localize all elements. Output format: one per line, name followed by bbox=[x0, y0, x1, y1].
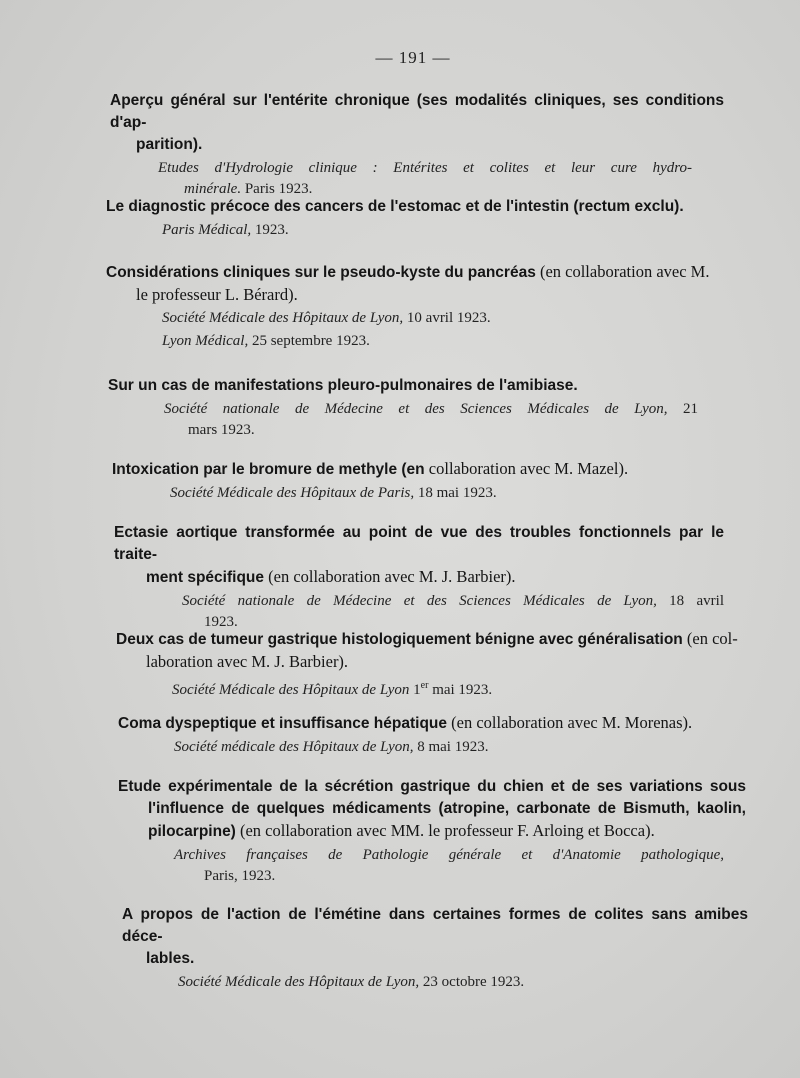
reference-journal: minérale. bbox=[184, 181, 242, 197]
entry-title-text: Coma dyspeptique et insuffisance hépatique bbox=[118, 715, 448, 732]
reference-journal: Lyon Médical, bbox=[162, 333, 249, 349]
entry-reference bbox=[118, 845, 746, 887]
entry-title-text: Considérations cliniques sur le pseudo-kyste du pancréas bbox=[106, 264, 536, 281]
reference-date: 18 mai 1923. bbox=[414, 485, 497, 501]
entry-reference bbox=[108, 399, 698, 441]
entry-4 bbox=[108, 375, 698, 441]
entry-title-line: Le diagnostic précoce des cancers de l'estomac et de l'intestin (rectum exclu). bbox=[106, 198, 684, 215]
reference-line: 1923. bbox=[204, 614, 238, 630]
entry-title bbox=[114, 522, 724, 589]
reference-date: Paris 1923. bbox=[241, 181, 313, 197]
entry-reference bbox=[112, 483, 752, 504]
reference-journal: Archives françaises de Pathologie générale et d'Anatomie pathologique, bbox=[174, 847, 724, 863]
reference-date: 18 avril bbox=[656, 593, 724, 609]
entry-reference bbox=[116, 675, 746, 701]
entry-title-text: ment spécifique bbox=[146, 569, 264, 586]
page-number: — 191 — bbox=[375, 48, 451, 67]
reference-journal: Société nationale de Médecine et des Sciences Médicales de Lyon, bbox=[182, 593, 657, 609]
entry-reference bbox=[106, 308, 720, 352]
entry-collaboration: (en collaboration avec MM. le professeur F. Arloing et Bocca). bbox=[235, 821, 655, 840]
entry-9 bbox=[118, 776, 746, 887]
entry-title-line: l'influence de quelques médicaments (atropine, carbonate de Bismuth, kaolin, bbox=[148, 800, 746, 817]
entry-reference bbox=[114, 591, 724, 633]
entry-1 bbox=[110, 90, 724, 200]
entry-3 bbox=[106, 261, 720, 352]
reference-date: 25 septembre 1923. bbox=[248, 333, 370, 349]
entry-title-line: Etude expérimentale de la sécrétion gastrique du chien et de ses variations sous bbox=[118, 778, 746, 795]
entry-title bbox=[118, 712, 758, 735]
reference-journal: Société Médicale des Hôpitaux de Lyon, bbox=[162, 310, 404, 326]
entry-title-line: laboration avec M. J. Barbier). bbox=[146, 652, 349, 671]
entry-title-line: Ectasie aortique transformée au point de vue des troubles fonctionnels par le traite- bbox=[114, 524, 724, 563]
reference-line: mars 1923. bbox=[188, 422, 255, 438]
entry-title bbox=[108, 375, 698, 397]
entry-title-line: le professeur L. Bérard). bbox=[136, 285, 298, 304]
entry-reference bbox=[106, 220, 746, 241]
entry-title bbox=[118, 776, 746, 843]
reference-journal: Société médicale des Hôpitaux de Lyon, bbox=[174, 739, 414, 755]
reference-date: 23 octobre 1923. bbox=[419, 974, 525, 990]
reference-date: 1923. bbox=[251, 222, 289, 238]
entry-8 bbox=[118, 712, 758, 758]
entry-title-line: lables. bbox=[146, 950, 195, 967]
entry-reference bbox=[110, 158, 724, 200]
reference-date: 21 bbox=[667, 401, 699, 417]
entry-title-text: pilocarpine) bbox=[148, 823, 236, 840]
entry-title bbox=[122, 904, 748, 970]
entry-5 bbox=[112, 458, 752, 504]
entry-title-line: Aperçu général sur l'entérite chronique (ses modalités cliniques, ses conditions d'ap- bbox=[110, 92, 724, 131]
reference-journal: Société Médicale des Hôpitaux de Paris, bbox=[170, 485, 415, 501]
reference-journal: Société Médicale des Hôpitaux de Lyon, bbox=[178, 974, 420, 990]
reference-line: Etudes d'Hydrologie clinique : Entérites et colites et leur cure hydro- bbox=[158, 160, 692, 176]
reference-line: Paris, 1923. bbox=[204, 868, 276, 884]
entry-collaboration: (en collaboration avec M. J. Barbier). bbox=[264, 567, 516, 586]
entry-title bbox=[110, 90, 724, 156]
entry-title-line: parition). bbox=[136, 136, 203, 153]
reference-journal: Société nationale de Médecine et des Sciences Médicales de Lyon, bbox=[164, 401, 668, 417]
reference-date-day: 1 bbox=[409, 682, 421, 698]
entry-title-line: A propos de l'action de l'émétine dans certaines formes de colites sans amibes déce- bbox=[122, 906, 748, 945]
entry-collaboration: collaboration avec M. Mazel). bbox=[424, 459, 629, 478]
entry-reference bbox=[122, 972, 748, 993]
entry-collaboration: (en collaboration avec M. Morenas). bbox=[447, 713, 693, 732]
entry-collaboration: (en collaboration avec M. bbox=[535, 262, 710, 281]
entry-title bbox=[116, 628, 746, 673]
entry-title-text: Deux cas de tumeur gastrique histologiquement bénigne avec généralisation bbox=[116, 631, 683, 648]
reference-journal: Société Médicale des Hôpitaux de Lyon bbox=[172, 682, 410, 698]
entry-10 bbox=[122, 904, 748, 993]
reference-journal: Paris Médical, bbox=[162, 222, 252, 238]
entry-collaboration: (en col- bbox=[682, 629, 738, 648]
reference-date: 10 avril 1923. bbox=[403, 310, 491, 326]
entry-title-text: Intoxication par le bromure de methyle (en bbox=[112, 461, 425, 478]
entry-title bbox=[112, 458, 752, 481]
entry-title bbox=[106, 261, 720, 306]
entry-reference bbox=[118, 737, 758, 758]
entry-2 bbox=[106, 196, 746, 241]
reference-date: mai 1923. bbox=[428, 682, 493, 698]
entry-title-line: Sur un cas de manifestations pleuro-pulmonaires de l'amibiase. bbox=[108, 377, 578, 394]
entry-6 bbox=[114, 522, 724, 633]
reference-ordinal: er bbox=[420, 680, 429, 691]
entry-title bbox=[106, 196, 746, 218]
reference-date: 8 mai 1923. bbox=[413, 739, 489, 755]
entry-7 bbox=[116, 628, 746, 701]
